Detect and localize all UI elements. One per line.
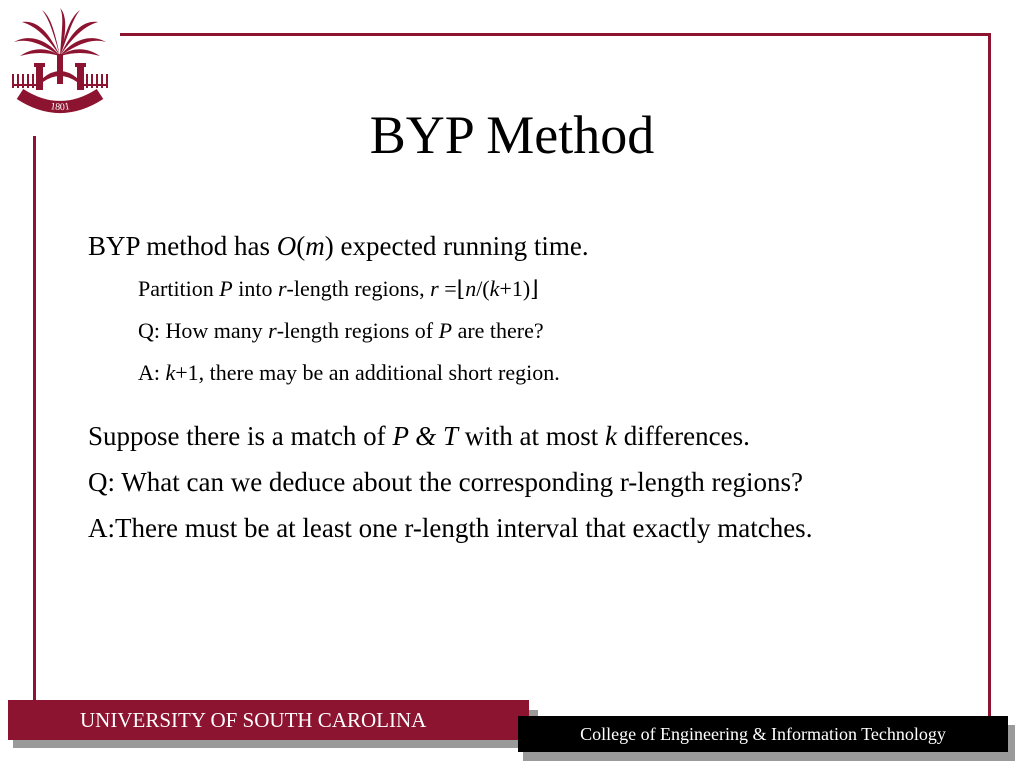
footer-college-name: College of Engineering & Information Technology — [518, 716, 1008, 752]
subbullet-question: Q: How many r-length regions of P are there? — [138, 318, 544, 343]
footer-university-name: UNIVERSITY OF SOUTH CAROLINA — [8, 700, 529, 740]
frame-left-line — [33, 136, 36, 701]
slide-body — [88, 228, 968, 546]
bullet-running-time: BYP method has O(m) expected running time. — [88, 231, 589, 261]
bullet-exact-match-answer: A:There must be at least one r-length interval that exactly matches. — [88, 513, 813, 543]
subbullet-partition: Partition P into r-length regions, r =⌊n/(k+1)⌋ — [138, 276, 539, 301]
frame-top-line — [120, 33, 990, 36]
bullet-deduce-question: Q: What can we deduce about the corresponding r-length regions? — [88, 467, 803, 497]
subbullet-answer: A: k+1, there may be an additional short region. — [138, 360, 560, 385]
slide-title: BYP Method — [369, 105, 655, 165]
bullet-suppose-match: Suppose there is a match of P & T with at most k differences. — [88, 421, 750, 451]
logo-year: 1801 — [49, 101, 71, 114]
